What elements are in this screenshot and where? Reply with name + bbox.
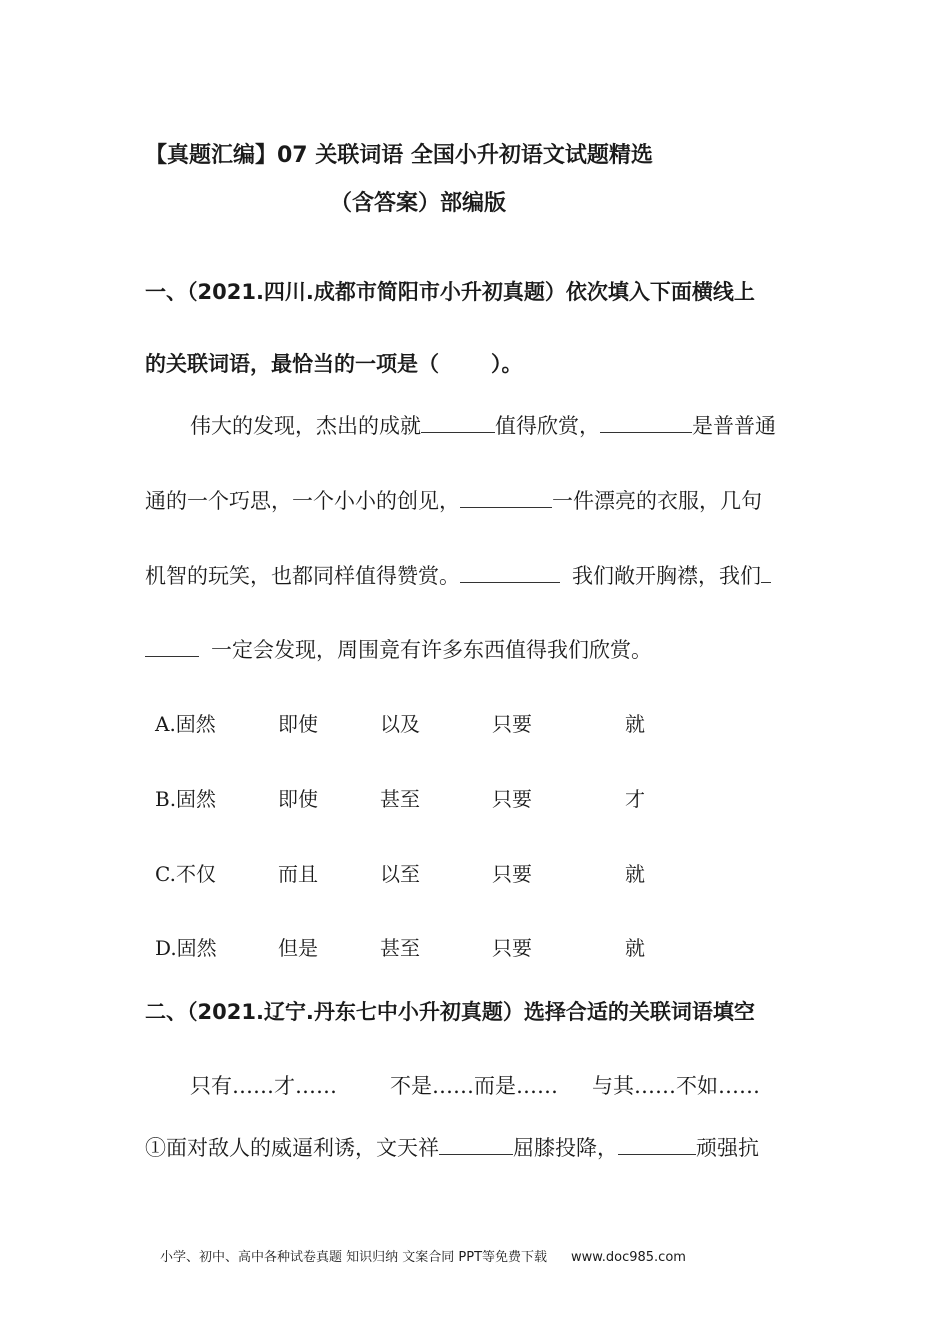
page-title-line2: （含答案）部编版 bbox=[330, 191, 507, 216]
footer-url[interactable]: www.doc985.com bbox=[571, 1250, 686, 1265]
option-d-word5: 就 bbox=[625, 936, 645, 960]
footer-text: 小学、初中、高中各种试卷真题 知识归纳 文案合同 PPT等免费下载 bbox=[160, 1250, 548, 1265]
blank-5-start bbox=[761, 562, 771, 583]
blank-1 bbox=[421, 412, 495, 433]
blank-5-end bbox=[145, 636, 199, 657]
option-c-word4: 只要 bbox=[492, 862, 532, 886]
option-a-label: A.固然 bbox=[155, 712, 216, 736]
option-b-label: B.固然 bbox=[155, 787, 217, 811]
q1-heading-line2-end: ）。 bbox=[491, 352, 523, 376]
option-a-word4: 只要 bbox=[492, 712, 532, 736]
q1-passage-line2 bbox=[145, 485, 762, 515]
q1-passage-line4 bbox=[145, 634, 652, 664]
q1-heading-line2 bbox=[145, 348, 523, 378]
option-d-word3: 甚至 bbox=[380, 936, 420, 960]
option-d-word2: 但是 bbox=[278, 936, 318, 960]
passage-text: 我们敞开胸襟，我们 bbox=[572, 564, 761, 588]
option-c-label: C.不仅 bbox=[155, 862, 216, 886]
passage-text: 通的一个巧思，一个小小的创见， bbox=[145, 489, 460, 513]
passage-text: 一件漂亮的衣服，几句 bbox=[552, 489, 762, 513]
blank-3 bbox=[460, 487, 552, 508]
sentence-text: 屈膝投降， bbox=[513, 1136, 618, 1160]
blank-4 bbox=[460, 562, 560, 583]
q1-passage-line3 bbox=[145, 560, 771, 590]
q2-choice-1: 只有……才…… bbox=[190, 1074, 337, 1098]
option-a-word5: 就 bbox=[625, 712, 645, 736]
q1-heading-line2-text: 的关联词语，最恰当的一项是（ bbox=[145, 352, 439, 376]
q2-choice-3: 与其……不如…… bbox=[592, 1074, 760, 1098]
sentence-text: ①面对敌人的威逼利诱，文天祥 bbox=[145, 1136, 439, 1160]
option-b-word2: 即使 bbox=[278, 787, 318, 811]
option-c-word5: 就 bbox=[625, 862, 645, 886]
q2-heading: 二、（2021.辽宁.丹东七中小升初真题）选择合适的关联词语填空 bbox=[145, 1000, 755, 1024]
option-b-word4: 只要 bbox=[492, 787, 532, 811]
passage-text: 是普普通 bbox=[692, 414, 776, 438]
footer bbox=[160, 1246, 686, 1265]
page-title-line1: 【真题汇编】07 关联词语 全国小升初语文试题精选 bbox=[145, 143, 653, 168]
q2-sentence-1 bbox=[145, 1132, 759, 1162]
option-a-word3: 以及 bbox=[380, 712, 420, 736]
option-d-word4: 只要 bbox=[492, 936, 532, 960]
option-c-word3: 以至 bbox=[380, 862, 420, 886]
option-b-word5: 才 bbox=[625, 787, 645, 811]
option-b-word3: 甚至 bbox=[380, 787, 420, 811]
blank-q2-1 bbox=[439, 1134, 513, 1155]
q1-heading-line1: 一、（2021.四川.成都市简阳市小升初真题）依次填入下面横线上 bbox=[145, 280, 755, 304]
option-c-word2: 而且 bbox=[278, 862, 318, 886]
q2-choice-2: 不是……而是…… bbox=[390, 1074, 558, 1098]
blank-2 bbox=[600, 412, 692, 433]
option-d-label: D.固然 bbox=[155, 936, 217, 960]
passage-text: 伟大的发现，杰出的成就 bbox=[190, 414, 421, 438]
passage-text: 一定会发现，周围竟有许多东西值得我们欣赏。 bbox=[211, 638, 652, 662]
sentence-text: 顽强抗 bbox=[696, 1136, 759, 1160]
blank-q2-2 bbox=[618, 1134, 696, 1155]
q1-passage-line1 bbox=[190, 410, 776, 440]
passage-text: 机智的玩笑，也都同样值得赞赏。 bbox=[145, 564, 460, 588]
option-a-word2: 即使 bbox=[278, 712, 318, 736]
passage-text: 值得欣赏， bbox=[495, 414, 600, 438]
